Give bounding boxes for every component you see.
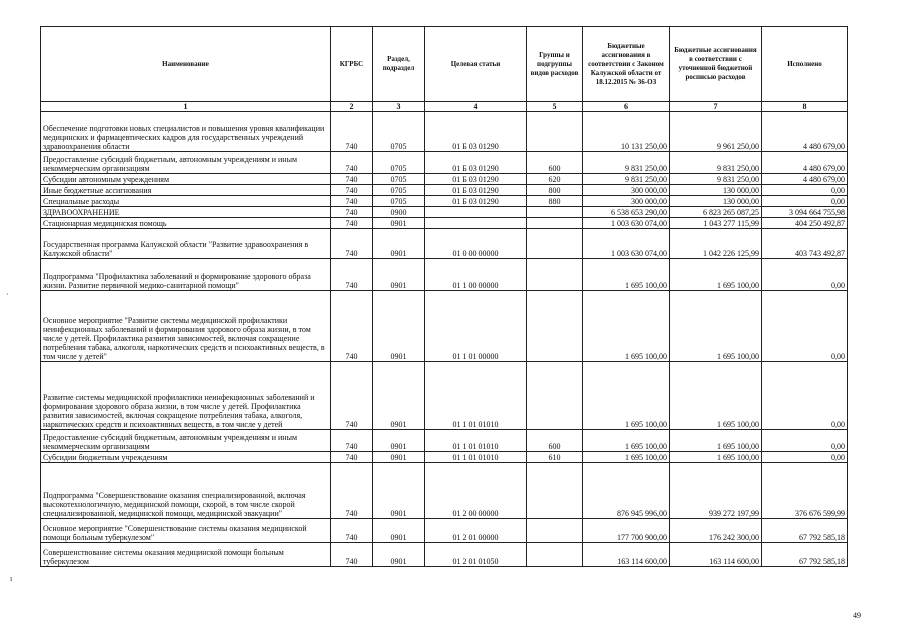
table-row <box>41 543 848 567</box>
row-article: 01 Б 03 01290 <box>425 112 527 152</box>
row-law-amount: 1 695 100,00 <box>583 291 670 362</box>
header-refined-allocations: Бюджетные ассигнования в соответствии с уточненной бюджетной росписью расходов <box>670 27 762 102</box>
table-row <box>41 452 848 463</box>
row-law-amount: 1 695 100,00 <box>583 430 670 452</box>
row-executed-amount: 0,00 <box>762 362 848 430</box>
column-number: 1 <box>41 102 331 112</box>
row-group <box>527 112 583 152</box>
row-name: Иные бюджетные ассигнования <box>41 185 331 196</box>
row-name: Обеспечение подготовки новых специалистов и повышения уровня квалификации медицинских и фармацевтических кадров для государственных учреждений здравоохранения области <box>41 112 331 152</box>
column-number: 2 <box>331 102 373 112</box>
row-group: 600 <box>527 152 583 174</box>
row-section: 0901 <box>373 430 425 452</box>
row-kgrbs: 740 <box>331 291 373 362</box>
row-article: 01 1 00 00000 <box>425 259 527 291</box>
row-group <box>527 291 583 362</box>
row-refined-amount: 1 695 100,00 <box>670 362 762 430</box>
budget-table <box>40 26 848 567</box>
table-row <box>41 152 848 174</box>
column-number: 5 <box>527 102 583 112</box>
row-section: 0705 <box>373 174 425 185</box>
row-group: 800 <box>527 185 583 196</box>
row-executed-amount: 4 480 679,00 <box>762 174 848 185</box>
row-refined-amount: 6 823 265 087,25 <box>670 207 762 218</box>
row-section: 0705 <box>373 152 425 174</box>
header-name: Наименование <box>41 27 331 102</box>
row-section: 0901 <box>373 218 425 229</box>
header-executed: Исполнено <box>762 27 848 102</box>
row-refined-amount: 9 831 250,00 <box>670 174 762 185</box>
row-law-amount: 6 538 653 290,00 <box>583 207 670 218</box>
row-article: 01 Б 03 01290 <box>425 152 527 174</box>
header-section: Раздел, подраздел <box>373 27 425 102</box>
row-article: 01 1 01 00000 <box>425 291 527 362</box>
row-section: 0705 <box>373 185 425 196</box>
row-kgrbs: 740 <box>331 112 373 152</box>
row-law-amount: 9 831 250,00 <box>583 152 670 174</box>
table-row <box>41 196 848 207</box>
table-row <box>41 174 848 185</box>
row-article: 01 2 01 00000 <box>425 519 527 543</box>
row-executed-amount: 0,00 <box>762 259 848 291</box>
row-law-amount: 163 114 600,00 <box>583 543 670 567</box>
row-article: 01 Б 03 01290 <box>425 174 527 185</box>
row-name: Субсидии бюджетным учреждениям <box>41 452 331 463</box>
row-section: 0901 <box>373 362 425 430</box>
row-section: 0901 <box>373 463 425 519</box>
header-kgrbs: КГРБС <box>331 27 373 102</box>
row-executed-amount: 67 792 585,18 <box>762 519 848 543</box>
row-refined-amount: 9 831 250,00 <box>670 152 762 174</box>
row-executed-amount: 4 480 679,00 <box>762 152 848 174</box>
row-executed-amount: 376 676 599,99 <box>762 463 848 519</box>
row-kgrbs: 740 <box>331 174 373 185</box>
table-row <box>41 362 848 430</box>
header-law-allocations: Бюджетные ассигнования в соответствии с Законом Калужской области от 18.12.2015 № 36-ОЗ <box>583 27 670 102</box>
row-name: Совершенствование системы оказания медицинской помощи больным туберкулезом <box>41 543 331 567</box>
row-executed-amount: 404 250 492,87 <box>762 218 848 229</box>
row-section: 0705 <box>373 112 425 152</box>
row-kgrbs: 740 <box>331 229 373 259</box>
row-article: 01 2 01 01050 <box>425 543 527 567</box>
row-executed-amount: 0,00 <box>762 452 848 463</box>
row-executed-amount: 4 480 679,00 <box>762 112 848 152</box>
row-name: Предоставление субсидий бюджетным, автономным учреждениям и иным некоммерческим организациям <box>41 152 331 174</box>
row-group: 600 <box>527 430 583 452</box>
row-kgrbs: 740 <box>331 362 373 430</box>
row-refined-amount: 130 000,00 <box>670 196 762 207</box>
scan-mark: · <box>6 290 9 299</box>
row-name: Предоставление субсидий бюджетным, автономным учреждениям и иным некоммерческим организациям <box>41 430 331 452</box>
table-row <box>41 218 848 229</box>
row-executed-amount: 0,00 <box>762 430 848 452</box>
row-section: 0901 <box>373 452 425 463</box>
row-name: Подпрограмма "Совершенствование оказания специализированной, включая высокотехнологичную, медицинской помощи, скорой, в том числе скорой специализированной, медицинской помощи, медицинской эвакуации" <box>41 463 331 519</box>
row-refined-amount: 1 695 100,00 <box>670 259 762 291</box>
row-refined-amount: 939 272 197,99 <box>670 463 762 519</box>
row-law-amount: 1 003 630 074,00 <box>583 218 670 229</box>
table-row <box>41 463 848 519</box>
row-article: 01 1 01 01010 <box>425 362 527 430</box>
row-refined-amount: 130 000,00 <box>670 185 762 196</box>
row-name: Подпрограмма "Профилактика заболеваний и формирование здорового образа жизни. Развитие первичной медико-санитарной помощи" <box>41 259 331 291</box>
row-kgrbs: 740 <box>331 543 373 567</box>
column-number: 6 <box>583 102 670 112</box>
row-group <box>527 207 583 218</box>
row-article <box>425 218 527 229</box>
row-law-amount: 876 945 996,00 <box>583 463 670 519</box>
row-refined-amount: 9 961 250,00 <box>670 112 762 152</box>
table-row <box>41 259 848 291</box>
row-group <box>527 519 583 543</box>
table-header-row <box>41 27 848 102</box>
row-group: 610 <box>527 452 583 463</box>
row-group: 880 <box>527 196 583 207</box>
row-law-amount: 1 695 100,00 <box>583 259 670 291</box>
row-name: Развитие системы медицинской профилактики неинфекционных заболеваний и формирования здорового образа жизни, в том числе у детей. Профилактика развития зависимостей, включая сокращение потребления табака, алкоголя, наркотических средств и психоактивных веществ, в том числе у детей <box>41 362 331 430</box>
row-kgrbs: 740 <box>331 463 373 519</box>
row-group <box>527 463 583 519</box>
row-law-amount: 300 000,00 <box>583 185 670 196</box>
row-law-amount: 1 695 100,00 <box>583 362 670 430</box>
row-section: 0705 <box>373 196 425 207</box>
row-refined-amount: 1 042 226 125,99 <box>670 229 762 259</box>
row-article: 01 1 01 01010 <box>425 430 527 452</box>
row-executed-amount: 0,00 <box>762 185 848 196</box>
header-target-article: Целевая статьи <box>425 27 527 102</box>
row-group: 620 <box>527 174 583 185</box>
row-law-amount: 177 700 900,00 <box>583 519 670 543</box>
row-kgrbs: 740 <box>331 519 373 543</box>
column-number: 7 <box>670 102 762 112</box>
table-row <box>41 291 848 362</box>
scan-mark: ı <box>10 574 13 583</box>
row-refined-amount: 163 114 600,00 <box>670 543 762 567</box>
row-kgrbs: 740 <box>331 430 373 452</box>
column-number: 8 <box>762 102 848 112</box>
row-article: 01 Б 03 01290 <box>425 196 527 207</box>
row-name: Субсидии автономным учреждениям <box>41 174 331 185</box>
row-law-amount: 1 695 100,00 <box>583 452 670 463</box>
row-executed-amount: 403 743 492,87 <box>762 229 848 259</box>
row-law-amount: 300 000,00 <box>583 196 670 207</box>
row-name: Основное мероприятие "Развитие системы медицинской профилактики неинфекционных заболеваний и формирования здорового образа жизни, в том числе у детей. Профилактика развития зависимостей, включая сокращение потребления табака, алкоголя, наркотических средств и психоактивных веществ, в том числе у детей" <box>41 291 331 362</box>
page-number: 49 <box>853 611 861 620</box>
row-name: ЗДРАВООХРАНЕНИЕ <box>41 207 331 218</box>
row-article: 01 Б 03 01290 <box>425 185 527 196</box>
row-group <box>527 362 583 430</box>
row-executed-amount: 3 094 664 755,98 <box>762 207 848 218</box>
row-article <box>425 207 527 218</box>
table-row <box>41 430 848 452</box>
row-group <box>527 259 583 291</box>
row-name: Государственная программа Калужской области "Развитие здравоохранения в Калужской области" <box>41 229 331 259</box>
row-article: 01 2 00 00000 <box>425 463 527 519</box>
row-section: 0901 <box>373 519 425 543</box>
row-section: 0901 <box>373 291 425 362</box>
row-law-amount: 1 003 630 074,00 <box>583 229 670 259</box>
table-row <box>41 185 848 196</box>
row-kgrbs: 740 <box>331 452 373 463</box>
row-kgrbs: 740 <box>331 152 373 174</box>
row-refined-amount: 176 242 300,00 <box>670 519 762 543</box>
row-article: 01 0 00 00000 <box>425 229 527 259</box>
column-number-row <box>41 102 848 112</box>
column-number: 3 <box>373 102 425 112</box>
table-row <box>41 229 848 259</box>
row-section: 0901 <box>373 229 425 259</box>
table-row <box>41 112 848 152</box>
row-kgrbs: 740 <box>331 196 373 207</box>
row-group <box>527 218 583 229</box>
row-refined-amount: 1 043 277 115,99 <box>670 218 762 229</box>
row-name: Основное мероприятие "Совершенствование системы оказания медицинской помощи больным туберкулезом" <box>41 519 331 543</box>
row-name: Специальные расходы <box>41 196 331 207</box>
column-number: 4 <box>425 102 527 112</box>
row-group <box>527 229 583 259</box>
table-row <box>41 519 848 543</box>
table-row <box>41 207 848 218</box>
row-group <box>527 543 583 567</box>
row-law-amount: 9 831 250,00 <box>583 174 670 185</box>
row-name: Стационарная медицинская помощь <box>41 218 331 229</box>
row-section: 0901 <box>373 259 425 291</box>
row-kgrbs: 740 <box>331 185 373 196</box>
header-expense-groups: Группы и подгруппы видов расходов <box>527 27 583 102</box>
row-article: 01 1 01 01010 <box>425 452 527 463</box>
row-executed-amount: 0,00 <box>762 291 848 362</box>
row-kgrbs: 740 <box>331 207 373 218</box>
row-executed-amount: 67 792 585,18 <box>762 543 848 567</box>
row-kgrbs: 740 <box>331 259 373 291</box>
row-section: 0901 <box>373 543 425 567</box>
row-refined-amount: 1 695 100,00 <box>670 452 762 463</box>
row-section: 0900 <box>373 207 425 218</box>
row-kgrbs: 740 <box>331 218 373 229</box>
row-executed-amount: 0,00 <box>762 196 848 207</box>
row-law-amount: 10 131 250,00 <box>583 112 670 152</box>
row-refined-amount: 1 695 100,00 <box>670 430 762 452</box>
row-refined-amount: 1 695 100,00 <box>670 291 762 362</box>
